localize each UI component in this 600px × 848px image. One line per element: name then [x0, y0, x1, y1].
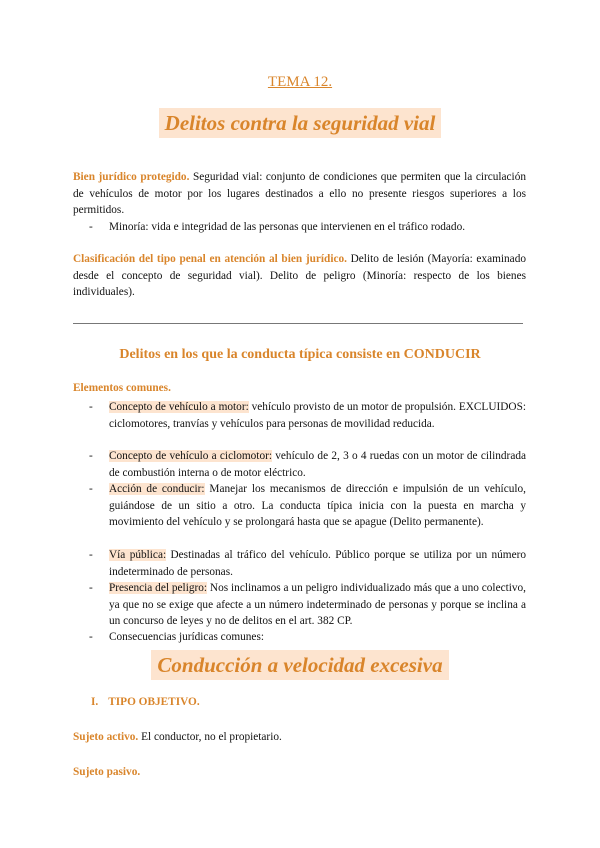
sujeto-activo-text: El conductor, no el propietario.: [138, 731, 282, 743]
item-text: vehículo provisto de un motor de propulsión. EXCLUIDOS: ciclomotores, tranvías y vehículos para personas de movilidad reducida.: [109, 401, 526, 430]
bullet-dash: -: [89, 221, 93, 233]
bullet-dash: -: [89, 483, 93, 495]
bien-juridico-text: Seguridad vial: conjunto de condiciones que permiten que la circulación de vehículos de motor por los lugares destinados a ello no presente riesgos superiores a los permitidos.: [73, 171, 526, 217]
section-heading: Delitos en los que la conducta típica consiste en CONDUCIR: [119, 347, 481, 362]
clasificacion-label: Clasificación del tipo penal en atención al bien jurídico.: [73, 253, 347, 265]
item-text: Nos inclinamos a un peligro individualizado más que a uno colectivo, ya que no se exige que afecte a un número indeterminado de personas y porque se inclina a un concurso de leyes y no de delitos en el art. 382 CP.: [109, 582, 526, 628]
item-text: Manejar los mecanismos de dirección e impulsión de un vehículo, guiándose de un sitio a otro. La conducta típica inicia con la puesta en marcha y movimiento del vehículo y se prolongará hasta que se apague (Delito permanente).: [109, 483, 526, 529]
item-term: Vía pública:: [109, 549, 167, 561]
item-term: Acción de conducir:: [109, 483, 205, 495]
tipo-label: TIPO OBJETIVO.: [108, 696, 200, 708]
sujeto-activo-label: Sujeto activo.: [73, 731, 139, 743]
item-term: Concepto de vehículo a motor:: [109, 401, 249, 413]
item-term: Presencia del peligro:: [109, 582, 208, 594]
bullet-dash: -: [89, 549, 93, 561]
bien-juridico-label: Bien jurídico protegido.: [73, 171, 190, 183]
sujeto-activo-paragraph: [73, 729, 526, 746]
sujeto-pasivo-paragraph: [73, 764, 526, 781]
bullet-dash: -: [89, 631, 93, 643]
clasificacion-paragraph: [73, 251, 526, 301]
sujeto-pasivo-label: Sujeto pasivo.: [73, 766, 141, 778]
item-text: Destinadas al tráfico del vehículo. Público porque se utiliza por un número indeterminado de personas.: [109, 549, 526, 578]
bullet-dash: -: [89, 582, 93, 594]
tema-number: TEMA 12.: [267, 74, 333, 90]
conduccion-heading: [0, 653, 600, 678]
page-title: [0, 111, 600, 136]
conduccion-heading-text: Conducción a velocidad excesiva: [151, 650, 448, 680]
page-title-text: Delitos contra la seguridad vial: [159, 108, 442, 138]
item-text: vehículo de 2, 3 o 4 ruedas con un motor de cilindrada de combustión interna o de motor eléctrico.: [109, 450, 527, 479]
bullet-dash: -: [89, 450, 93, 462]
tipo-number: I.: [91, 696, 99, 708]
elementos-label: Elementos comunes.: [73, 382, 171, 394]
bullet-dash: -: [89, 401, 93, 413]
clasificacion-text: Delito de lesión (Mayoría: examinado desde el concepto de seguridad vial). Delito de peligro (Minoría: respecto de los bienes individuales).: [73, 253, 526, 299]
divider: [73, 323, 523, 324]
item-text: Consecuencias jurídicas comunes:: [109, 631, 264, 643]
item-term: Concepto de vehículo a ciclomotor:: [109, 450, 272, 462]
bien-juridico-paragraph: [73, 169, 526, 219]
minoria-text: Minoría: vida e integridad de las personas que intervienen en el tráfico rodado.: [109, 221, 466, 233]
tipo-objetivo-heading: [91, 696, 200, 708]
